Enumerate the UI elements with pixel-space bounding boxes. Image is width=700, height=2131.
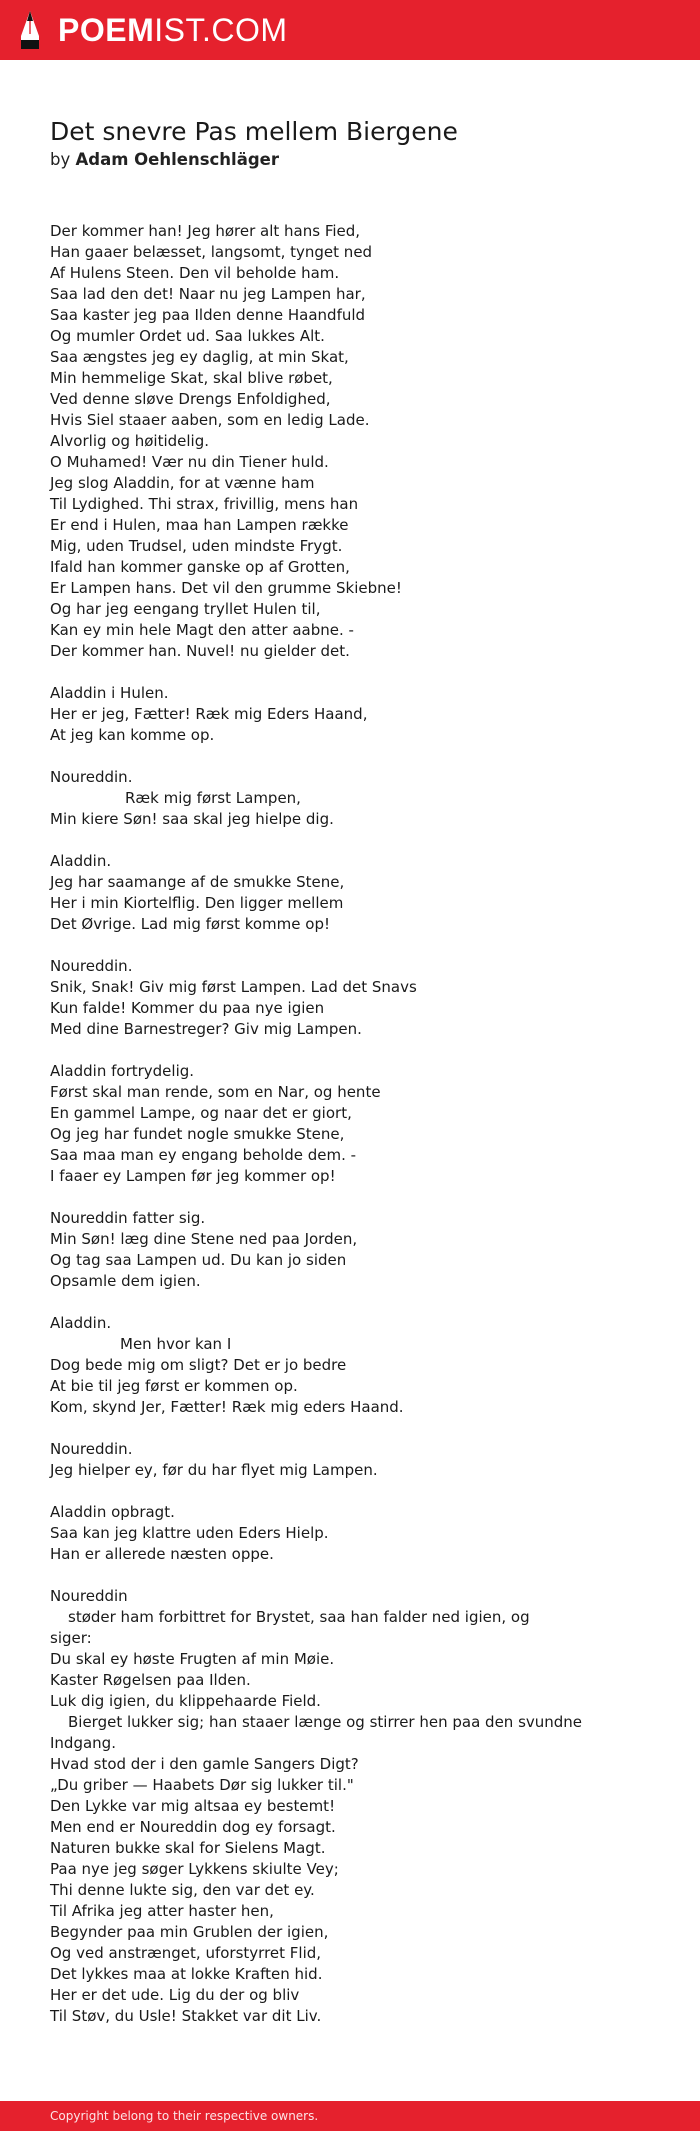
- poem-line: Her i min Kiortelflig. Den ligger mellem: [50, 894, 344, 912]
- poem-line: Aladdin opbragt.: [50, 1503, 175, 1521]
- poem-content: [50, 116, 660, 2027]
- poem-body: [50, 221, 660, 2027]
- poem-line: Aladdin.: [50, 1314, 112, 1332]
- logo-light-text: IST.COM: [154, 12, 288, 48]
- poem-line: Alvorlig og høitidelig.: [50, 432, 210, 450]
- stanza-break: [50, 1565, 660, 1586]
- poem-line: Noureddin.: [50, 768, 133, 786]
- poem-line: At bie til jeg først er kommen op.: [50, 1377, 298, 1395]
- poem-line: Snik, Snak! Giv mig først Lampen. Lad det Snavs: [50, 978, 417, 996]
- poem-line: siger:: [50, 1629, 92, 1647]
- poem-line: Til Støv, du Usle! Stakket var dit Liv.: [50, 2007, 322, 2025]
- poem-line: Aladdin.: [50, 852, 112, 870]
- by-label: by: [50, 150, 71, 169]
- poem-line: Luk dig igien, du klippehaarde Field.: [50, 1692, 321, 1710]
- stanza-break: [50, 1187, 660, 1208]
- poem-line: Indgang.: [50, 1734, 116, 1752]
- poem-line: Den Lykke var mig altsaa ey bestemt!: [50, 1797, 336, 1815]
- poem-line: Er end i Hulen, maa han Lampen række: [50, 516, 349, 534]
- poem-line: Noureddin.: [50, 957, 133, 975]
- poem-line: Men end er Noureddin dog ey forsagt.: [50, 1818, 336, 1836]
- poem-line: Og tag saa Lampen ud. Du kan jo siden: [50, 1251, 347, 1269]
- poem-line: Noureddin fatter sig.: [50, 1209, 206, 1227]
- byline: [50, 149, 660, 171]
- poem-line: Kom, skynd Jer, Fætter! Ræk mig eders Haand.: [50, 1398, 404, 1416]
- poem-line: Først skal man rende, som en Nar, og hente: [50, 1083, 381, 1101]
- poem-line: Thi denne lukte sig, den var det ey.: [50, 1881, 315, 1899]
- poem-line: Saa lad den det! Naar nu jeg Lampen har,: [50, 285, 366, 303]
- poem-line: Og ved anstrænget, uforstyrret Flid,: [50, 1944, 322, 1962]
- poem-line: Paa nye jeg søger Lykkens skiulte Vey;: [50, 1860, 339, 1878]
- stanza-break: [50, 662, 660, 683]
- poem-line: Saa ængstes jeg ey daglig, at min Skat,: [50, 348, 349, 366]
- stanza-break: [50, 1040, 660, 1061]
- poem-line: Du skal ey høste Frugten af min Møie.: [50, 1650, 335, 1668]
- poem-line: Ifald han kommer ganske op af Grotten,: [50, 558, 350, 576]
- poem-line: Og mumler Ordet ud. Saa lukkes Alt.: [50, 327, 325, 345]
- poem-line: Noureddin.: [50, 1440, 133, 1458]
- poem-line: Noureddin: [50, 1587, 128, 1605]
- poem-line: Men hvor kan I: [120, 1335, 232, 1353]
- poem-title: Det snevre Pas mellem Biergene: [50, 117, 458, 146]
- copyright-text: Copyright belong to their respective owners.: [50, 2109, 319, 2123]
- poem-line: Saa maa man ey engang beholde dem. -: [50, 1146, 357, 1164]
- poem-line: Her er det ude. Lig du der og bliv: [50, 1986, 300, 2004]
- poem-line: Min hemmelige Skat, skal blive røbet,: [50, 369, 333, 387]
- poem-line: Her er jeg, Fætter! Ræk mig Eders Haand,: [50, 705, 368, 723]
- poem-line: Han gaaer belæsset, langsomt, tynget ned: [50, 243, 373, 261]
- poem-line: Han er allerede næsten oppe.: [50, 1545, 274, 1563]
- poem-line: Aladdin fortrydelig.: [50, 1062, 195, 1080]
- poem-line: Ræk mig først Lampen,: [125, 789, 301, 807]
- poem-line: Det Øvrige. Lad mig først komme op!: [50, 915, 330, 933]
- poem-line: O Muhamed! Vær nu din Tiener huld.: [50, 453, 329, 471]
- stanza-break: [50, 935, 660, 956]
- poem-line: Er Lampen hans. Det vil den grumme Skiebne!: [50, 579, 402, 597]
- site-header: [0, 0, 700, 60]
- stanza-break: [50, 746, 660, 767]
- poem-line: En gammel Lampe, og naar det er giort,: [50, 1104, 352, 1122]
- poem-line: Jeg har saamange af de smukke Stene,: [50, 873, 345, 891]
- poem-line: Opsamle dem igien.: [50, 1272, 201, 1290]
- poem-line: Jeg hielper ey, før du har flyet mig Lampen.: [50, 1461, 378, 1479]
- poem-line: Det lykkes maa at lokke Kraften hid.: [50, 1965, 323, 1983]
- poem-line: Begynder paa min Grublen der igien,: [50, 1923, 329, 1941]
- poem-line: Ved denne sløve Drengs Enfoldighed,: [50, 390, 331, 408]
- poem-line: Hvis Siel staaer aaben, som en ledig Lade.: [50, 411, 370, 429]
- poem-line: Jeg slog Aladdin, for at vænne ham: [50, 474, 315, 492]
- poem-line: „Du griber — Haabets Dør sig lukker til.": [50, 1776, 354, 1794]
- poem-line: Min kiere Søn! saa skal jeg hielpe dig.: [50, 810, 334, 828]
- poem-line: Min Søn! læg dine Stene ned paa Jorden,: [50, 1230, 358, 1248]
- poem-line: Til Afrika jeg atter haster hen,: [50, 1902, 274, 1920]
- poem-line: Der kommer han! Jeg hører alt hans Fied,: [50, 222, 361, 240]
- poem-line: Bierget lukker sig; han staaer længe og stirrer hen paa den svundne: [68, 1713, 583, 1731]
- poem-line: Med dine Barnestreger? Giv mig Lampen.: [50, 1020, 362, 1038]
- logo-bold-text: POEM: [58, 12, 155, 48]
- poem-line: Til Lydighed. Thi strax, frivillig, mens han: [50, 495, 359, 513]
- poem-line: Saa kan jeg klattre uden Eders Hielp.: [50, 1524, 329, 1542]
- poem-line: Kan ey min hele Magt den atter aabne. -: [50, 621, 354, 639]
- poem-line: Hvad stod der i den gamle Sangers Digt?: [50, 1755, 359, 1773]
- poem-line: Mig, uden Trudsel, uden mindste Frygt.: [50, 537, 343, 555]
- poem-line: Og jeg har fundet nogle smukke Stene,: [50, 1125, 345, 1143]
- poem-line: Kun falde! Kommer du paa nye igien: [50, 999, 325, 1017]
- poem-line: Kaster Røgelsen paa Ilden.: [50, 1671, 251, 1689]
- poem-line: Aladdin i Hulen.: [50, 684, 169, 702]
- stanza-break: [50, 830, 660, 851]
- poem-line: støder ham forbittret for Brystet, saa han falder ned igien, og: [68, 1608, 530, 1626]
- stanza-break: [50, 1418, 660, 1439]
- poem-line: Og har jeg eengang tryllet Hulen til,: [50, 600, 321, 618]
- stanza-break: [50, 1292, 660, 1313]
- poem-line: Naturen bukke skal for Sielens Magt.: [50, 1839, 326, 1857]
- site-footer: [0, 2101, 700, 2131]
- pen-nib-icon[interactable]: [18, 10, 42, 50]
- poem-line: Saa kaster jeg paa Ilden denne Haandfuld: [50, 306, 366, 324]
- poem-line: Dog bede mig om sligt? Det er jo bedre: [50, 1356, 347, 1374]
- poem-line: At jeg kan komme op.: [50, 726, 215, 744]
- poem-line: I faaer ey Lampen før jeg kommer op!: [50, 1167, 336, 1185]
- stanza-break: [50, 1481, 660, 1502]
- author-name: Adam Oehlenschläger: [75, 150, 279, 169]
- poem-line: Af Hulens Steen. Den vil beholde ham.: [50, 264, 340, 282]
- poem-line: Der kommer han. Nuvel! nu gielder det.: [50, 642, 350, 660]
- site-logo[interactable]: [58, 14, 288, 46]
